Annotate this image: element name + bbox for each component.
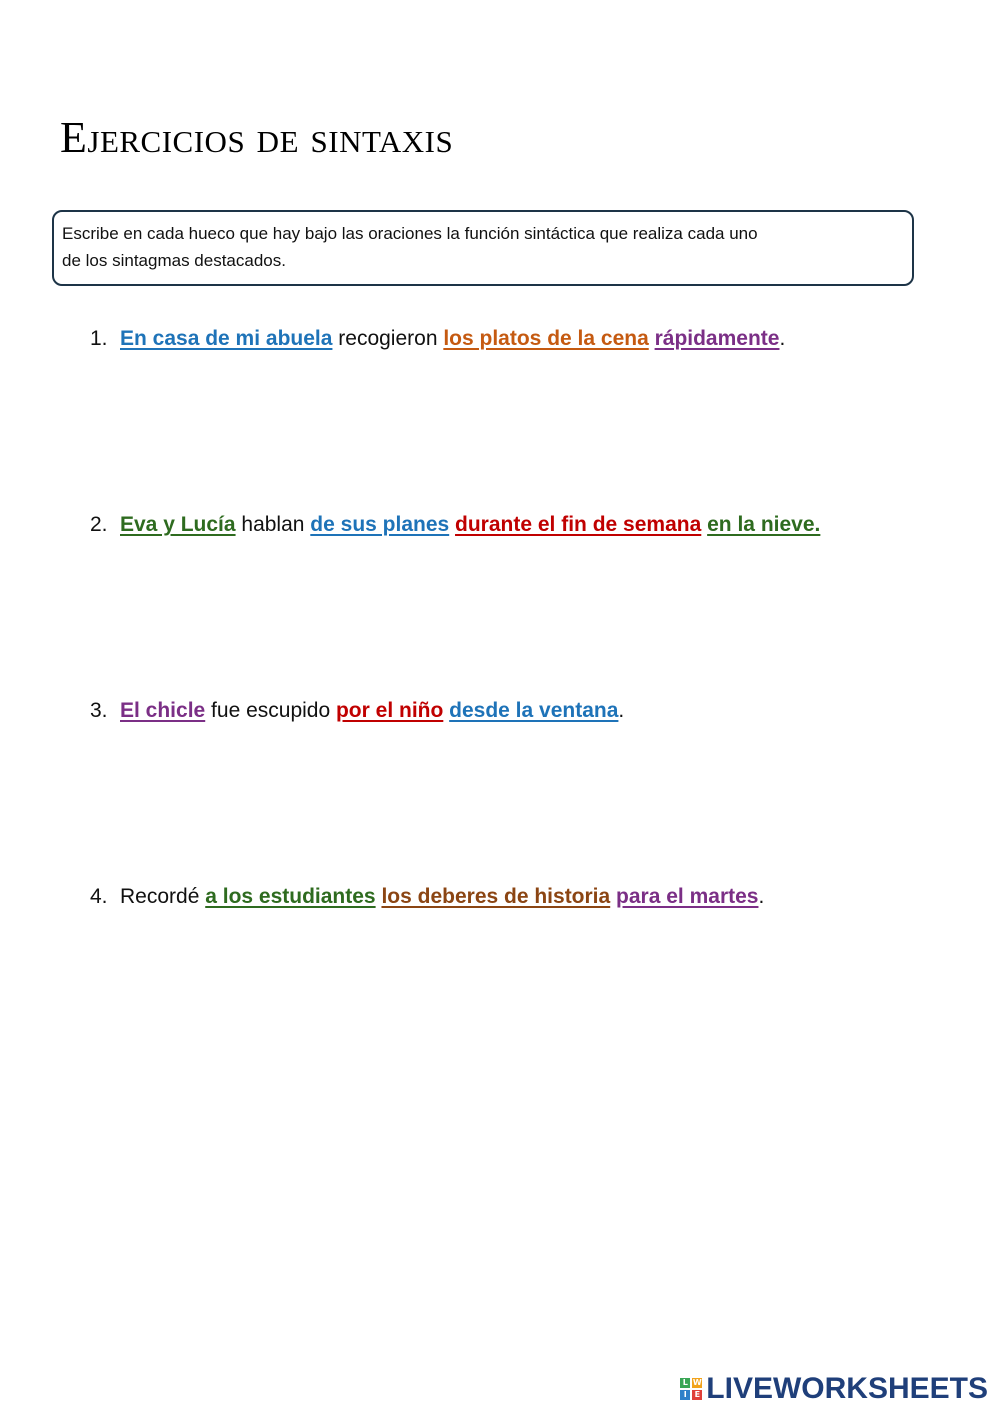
- logo-tile: L: [680, 1378, 690, 1388]
- phrase-highlighted: los deberes de historia: [381, 885, 611, 908]
- liveworksheets-logo-text: LIVEWORKSHEETS: [706, 1372, 988, 1405]
- phrase-plain: .: [758, 885, 765, 908]
- phrase-highlighted: de sus planes: [310, 513, 450, 536]
- phrase-plain: fue escupido: [205, 699, 336, 722]
- instructions-line-1: Escribe en cada hueco que hay bajo las oraciones la función sintáctica que realiza cada uno: [62, 224, 758, 243]
- phrase-plain: Recordé: [120, 885, 206, 908]
- sentence-number: 3.: [90, 699, 108, 722]
- page-title: Ejercicios de sintaxis: [60, 113, 454, 162]
- phrase-highlighted: en la nieve.: [707, 513, 821, 536]
- phrase-plain: .: [618, 699, 625, 722]
- sentence-3: [90, 697, 624, 725]
- logo-tile: I: [680, 1390, 690, 1400]
- logo-tile: W: [692, 1378, 702, 1387]
- phrase-highlighted: los platos de la cena: [443, 327, 649, 350]
- phrase-plain: hablan: [235, 513, 311, 536]
- phrase-highlighted: En casa de mi abuela: [120, 327, 333, 350]
- sentence-1: [90, 325, 785, 353]
- phrase-highlighted: rápidamente: [654, 327, 780, 350]
- phrase-highlighted: a los estudiantes: [205, 885, 376, 908]
- sentence-number: 2.: [90, 513, 108, 536]
- phrase-highlighted: para el martes: [616, 885, 759, 908]
- phrase-plain: .: [779, 327, 786, 350]
- liveworksheets-logo: [680, 1372, 988, 1406]
- phrase-highlighted: durante el fin de semana: [455, 513, 702, 536]
- sentence-2: [90, 511, 820, 539]
- instructions-box: [52, 210, 914, 286]
- phrase-highlighted: Eva y Lucía: [120, 513, 236, 536]
- sentence-4: [90, 883, 764, 911]
- phrase-highlighted: por el niño: [335, 699, 444, 722]
- phrase-highlighted: desde la ventana: [449, 699, 619, 722]
- logo-tile: E: [692, 1390, 702, 1400]
- sentence-number: 1.: [90, 327, 108, 350]
- phrase-plain: recogieron: [332, 327, 444, 350]
- instructions-line-2: de los sintagmas destacados.: [62, 251, 286, 270]
- sentence-number: 4.: [90, 885, 108, 908]
- phrase-highlighted: El chicle: [120, 699, 206, 722]
- liveworksheets-logo-icon: [680, 1378, 702, 1400]
